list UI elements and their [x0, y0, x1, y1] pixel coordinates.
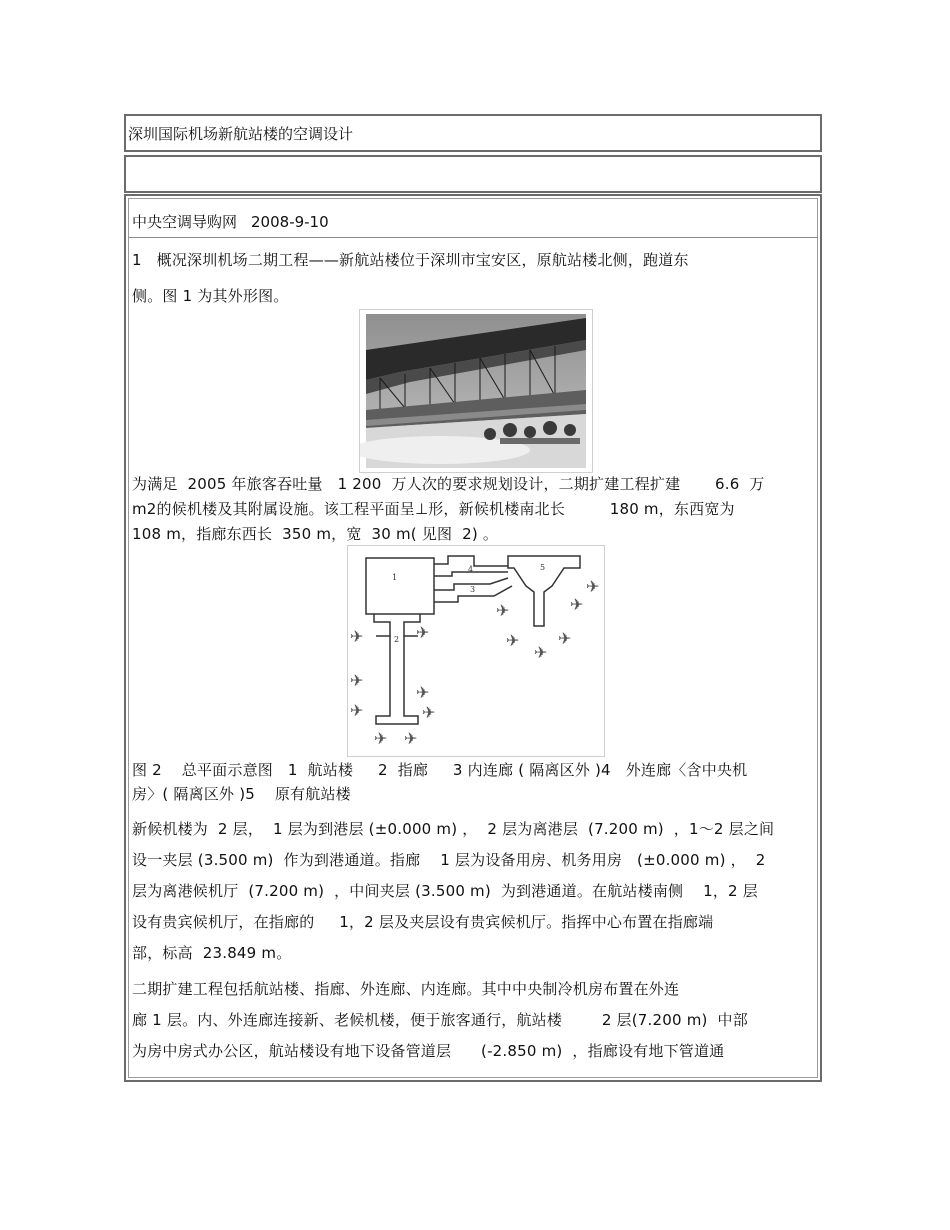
article-inner-frame	[128, 198, 818, 1078]
svg-text:✈: ✈	[404, 729, 418, 748]
svg-text:✈: ✈	[350, 671, 364, 690]
paragraph-line: 设一夹层 (3.500 m) 作为到港通道。指廊 1 层为设备用房、机务用房 (±0.000 m) ， 2	[132, 851, 766, 869]
terminal-photo-image	[360, 310, 592, 472]
paragraph-line: m2的候机楼及其附属设施。该工程平面呈⊥形，新候机楼南北长 180 m，东西宽为	[132, 500, 735, 518]
svg-text:✈: ✈	[422, 703, 436, 722]
plan-label-5: 5	[540, 563, 546, 572]
paragraph-line: 108 m，指廊东西长 350 m，宽 30 m( 见图 2) 。	[132, 525, 499, 543]
svg-text:✈: ✈	[350, 701, 364, 720]
figure-2-caption: 图 2 总平面示意图 1 航站楼 2 指廊 3 内连廊 ( 隔离区外 )4 外连廊〈含中央机	[132, 761, 748, 779]
article-date: 2008-9-10	[251, 213, 329, 231]
paragraph-line: 新候机楼为 2 层， 1 层为到港层 (±0.000 m) ， 2 层为离港层 (7.200 m) ，1～2 层之间	[132, 820, 775, 838]
svg-text:✈: ✈	[534, 643, 548, 662]
plan-label-3: 3	[470, 585, 476, 594]
paragraph-line: 廊 1 层。内、外连廊连接新、老候机楼，便于旅客通行，航站楼 2 层(7.200 m) 中部	[132, 1011, 748, 1029]
paragraph-line: 设有贵宾候机厅，在指廊的 1，2 层及夹层设有贵宾候机厅。指挥中心布置在指廊端	[132, 913, 714, 931]
figure-2-site-plan	[347, 545, 605, 757]
paragraph-line: 侧。图 1 为其外形图。	[132, 287, 289, 305]
plan-label-2: 2	[394, 635, 400, 644]
svg-text:✈: ✈	[416, 623, 430, 642]
paragraph-line: 为满足 2005 年旅客吞吐量 1 200 万人次的要求规划设计，二期扩建工程扩建 6.6 万	[132, 475, 765, 493]
figure-1-terminal-photo	[359, 309, 593, 473]
paragraph-line: 1 概况深圳机场二期工程——新航站楼位于深圳市宝安区，原航站楼北侧，跑道东	[132, 251, 689, 269]
figure-2-caption-cont: 房〉( 隔离区外 )5 原有航站楼	[132, 785, 351, 803]
svg-text:✈: ✈	[350, 627, 364, 646]
svg-text:✈: ✈	[496, 601, 510, 620]
svg-text:✈: ✈	[374, 729, 388, 748]
article-source: 中央空调导购网	[132, 213, 238, 231]
paragraph-line: 部，标高 23.849 m。	[132, 944, 292, 962]
plan-label-1: 1	[392, 573, 398, 582]
aircraft-icons	[350, 577, 599, 748]
site-plan-drawing	[348, 546, 604, 756]
paragraph-line: 二期扩建工程包括航站楼、指廊、外连廊、内连廊。其中中央制冷机房布置在外连	[132, 980, 680, 998]
svg-text:✈: ✈	[416, 683, 430, 702]
svg-text:✈: ✈	[586, 577, 600, 596]
article-meta	[129, 199, 817, 238]
paragraph-line: 为房中房式办公区，航站楼设有地下设备管道层 (-2.850 m) ，指廊设有地下管道通	[132, 1042, 725, 1060]
blank-row	[124, 155, 822, 193]
paragraph-line: 层为离港候机厅 (7.200 m) ，中间夹层 (3.500 m) 为到港通道。在航站楼南侧 1，2 层	[132, 882, 758, 900]
plan-label-4: 4	[468, 565, 474, 574]
article-frame	[124, 194, 822, 1082]
page-title: 深圳国际机场新航站楼的空调设计	[124, 114, 822, 152]
svg-text:✈: ✈	[506, 631, 520, 650]
svg-text:✈: ✈	[570, 595, 584, 614]
svg-text:✈: ✈	[558, 629, 572, 648]
